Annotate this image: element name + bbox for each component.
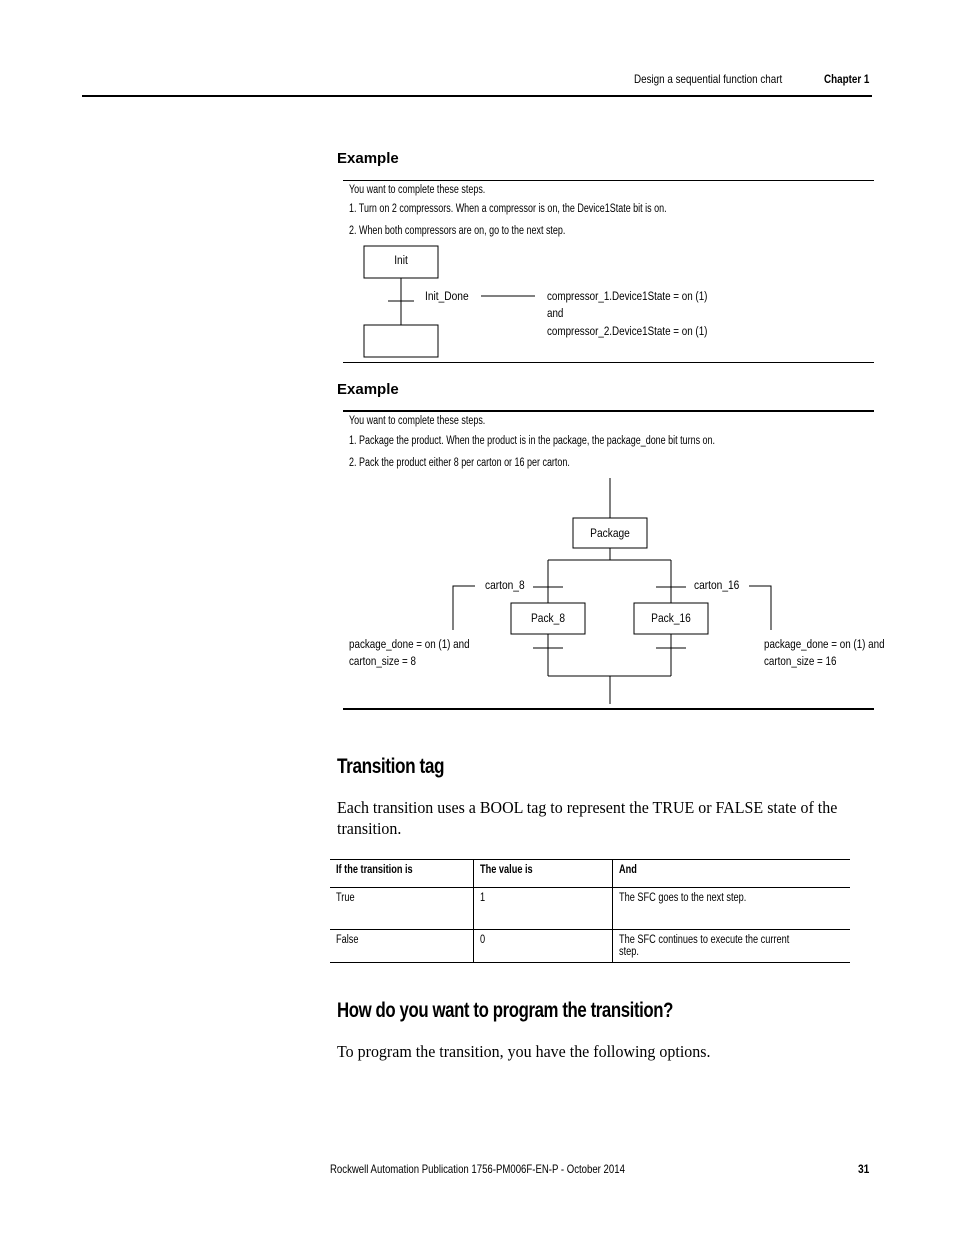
page-number: 31 (858, 1162, 870, 1176)
carton8-label: carton_8 (485, 579, 525, 593)
example-heading: Example (337, 381, 399, 398)
example-step-1: 1. Package the product. When the product is in the package, the package_done bit turns on. (349, 435, 716, 447)
section-heading-program-transition: How do you want to program the transition? (337, 999, 673, 1022)
init-step-label: Init (394, 254, 408, 268)
table-cell: 1 (474, 888, 613, 930)
example-intro: You want to complete these steps. (349, 184, 486, 196)
table-cell: The SFC continues to execute the current step. (613, 930, 851, 963)
table-cell: The SFC goes to the next step. (613, 888, 851, 930)
expr-line-1: compressor_1.Device1State = on (1) (547, 290, 708, 304)
example-step-2: 2. When both compressors are on, go to the next step. (349, 225, 566, 237)
right-condition-line-1: package_done = on (1) and (764, 638, 885, 652)
table-header: The value is (474, 860, 613, 888)
expr-and: and (547, 307, 564, 321)
transition-state-table (330, 859, 850, 963)
table-header: And (613, 860, 851, 888)
running-header-title: Design a sequential function chart (634, 72, 783, 86)
example-step-2: 2. Pack the product either 8 per carton or 16 per carton. (349, 457, 570, 469)
expr-line-2: compressor_2.Device1State = on (1) (547, 325, 708, 339)
pack8-step-label: Pack_8 (531, 612, 565, 626)
example-step-1: 1. Turn on 2 compressors. When a compressor is on, the Device1State bit is on. (349, 203, 667, 215)
example-heading: Example (337, 150, 399, 167)
transition-tag-paragraph-line-2: transition. (337, 819, 402, 838)
table-header: If the transition is (330, 860, 474, 888)
init-done-label: Init_Done (425, 290, 469, 304)
left-condition-line-2: carton_size = 8 (349, 655, 416, 669)
package-step-label: Package (590, 527, 630, 541)
example-bottom-rule (343, 708, 874, 710)
footer-publication: Rockwell Automation Publication 1756-PM006F-EN-P - October 2014 (330, 1162, 625, 1176)
example-intro: You want to complete these steps. (349, 415, 486, 427)
example-top-rule (343, 410, 874, 412)
table-cell: 0 (474, 930, 613, 963)
left-condition-line-1: package_done = on (1) and (349, 638, 470, 652)
transition-tag-paragraph-line-1: Each transition uses a BOOL tag to represent the TRUE or FALSE state of the (337, 798, 838, 817)
right-condition-line-2: carton_size = 16 (764, 655, 837, 669)
table-cell: False (330, 930, 474, 963)
program-section-paragraph: To program the transition, you have the following options. (337, 1042, 711, 1061)
header-rule (82, 95, 872, 97)
pack16-step-label: Pack_16 (651, 612, 691, 626)
section-heading-transition-tag: Transition tag (337, 755, 445, 778)
table-row (330, 930, 850, 963)
next-step-box (364, 325, 438, 357)
carton16-label: carton_16 (694, 579, 740, 593)
carton16-leader (749, 586, 771, 630)
carton8-leader (453, 586, 475, 630)
table-row (330, 888, 850, 930)
table-cell: True (330, 888, 474, 930)
sfc-diagram-init (343, 240, 883, 365)
sfc-diagram-package (343, 470, 903, 710)
example-top-rule (343, 180, 874, 181)
table-header-row (330, 860, 850, 888)
chapter-label: Chapter 1 (824, 72, 870, 86)
example-bottom-rule (343, 362, 874, 363)
